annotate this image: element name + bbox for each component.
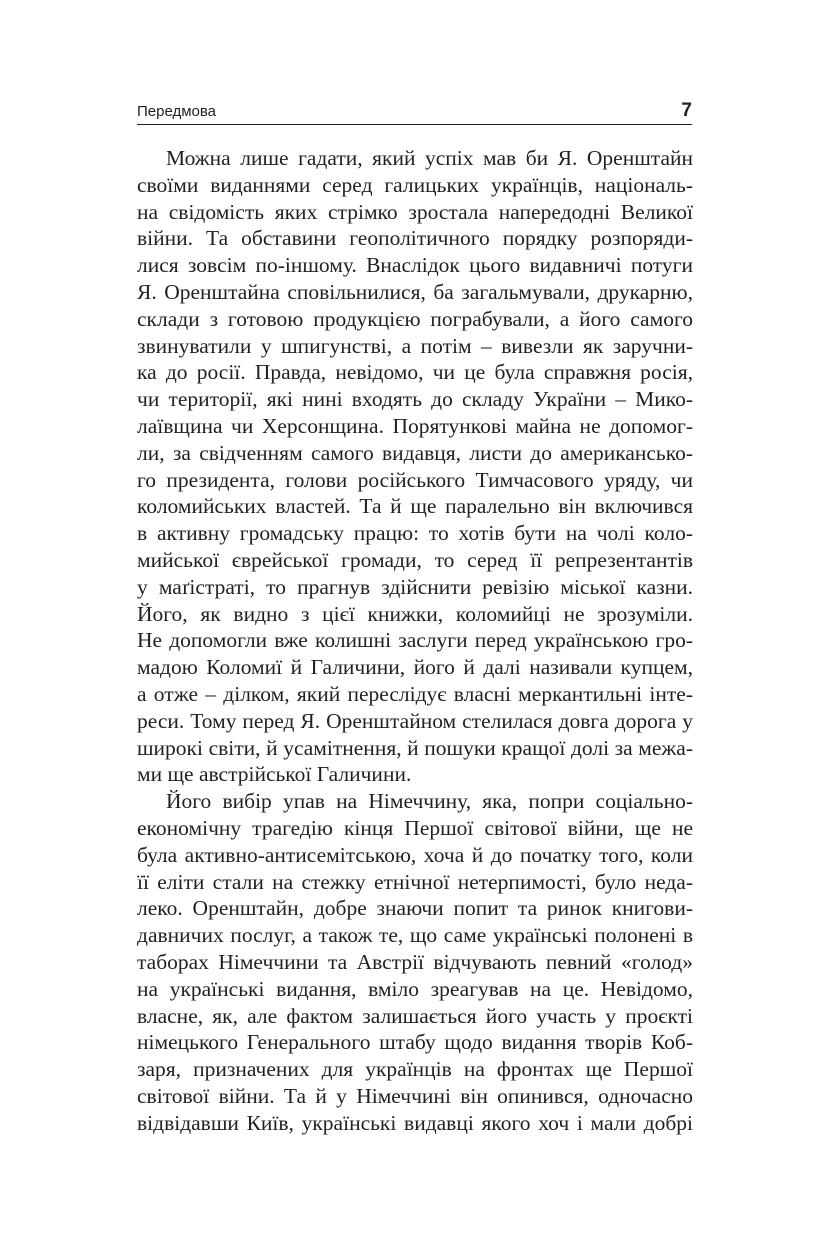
- text-line: заря, призначених для українців на фронтах ще Першої: [137, 1057, 693, 1082]
- text-line: в активну громадську працю: то хотів бути на чолі коло-: [137, 521, 693, 546]
- page-number: 7: [681, 100, 692, 121]
- text-line: чи території, які нині входять до складу України – Мико-: [137, 387, 693, 412]
- text-line: таборах Німеччини та Австрії відчувають певний «голод»: [137, 949, 693, 974]
- text-line: відвідавши Київ, українські видавці якого хоч і мали добрі: [137, 1110, 693, 1135]
- text-line: Не допомогли вже колишні заслуги перед українською гро-: [137, 628, 693, 653]
- text-line: давничих послуг, а також те, що саме українські полонені в: [137, 923, 693, 948]
- text-line: власне, як, але фактом залишається його участь у проєкті: [137, 1003, 693, 1028]
- text-line: коломийських властей. Та й ще паралельно він включився: [137, 494, 693, 519]
- text-line: а отже – ділком, який переслідує власні меркантильні інте-: [137, 681, 693, 706]
- text-line: її еліти стали на стежку етнічної нетерпимості, було неда-: [137, 869, 693, 894]
- text-line: Я. Оренштайна сповільнилися, ба загальмували, друкарню,: [137, 279, 693, 304]
- text-line: мийської єврейської громади, то серед її репрезентантів: [137, 547, 693, 572]
- text-line: склади з готовою продукцією пограбували, а його самого: [137, 306, 693, 331]
- text-line: була активно-антисемітською, хоча й до початку того, коли: [137, 842, 693, 867]
- text-line: на українські видання, вміло зреагував на це. Невідомо,: [137, 976, 693, 1001]
- text-line: ми ще австрійської Галичини.: [137, 762, 412, 787]
- section-title: Передмова: [137, 103, 217, 120]
- running-header: [137, 100, 692, 125]
- text-line: війни. Та обставини геополітичного порядку розпоряди-: [137, 226, 693, 251]
- text-line: Можна лише гадати, який успіх мав би Я. Оренштайн: [166, 146, 693, 170]
- text-line: реси. Тому перед Я. Оренштайном стелилася довга дорога у: [137, 708, 693, 733]
- text-line: лаївщина чи Херсонщина. Порятункові майна не допомог-: [137, 413, 693, 438]
- text-line: Його вибір упав на Німеччину, яка, попри соціально-: [166, 789, 693, 814]
- text-line: леко. Оренштайн, добре знаючи попит та ринок книгови-: [137, 896, 693, 921]
- text-line: широкі світи, й усамітнення, й пошуки кращої долі за межа-: [137, 735, 693, 760]
- text-line: мадою Коломиї й Галичини, його й далі називали купцем,: [137, 655, 693, 680]
- body-text: [137, 145, 693, 1136]
- text-line: ка до росії. Правда, невідомо, чи це була справжня росія,: [137, 360, 693, 385]
- text-line: го президента, голови російського Тимчасового уряду, чи: [137, 467, 693, 492]
- text-line: на свідомість яких стрімко зростала напередодні Великої: [137, 199, 693, 224]
- text-line: у маґістраті, то прагнув здійснити ревізію міської казни.: [137, 574, 693, 599]
- text-line: економічну трагедію кінця Першої світової війни, ще не: [137, 815, 693, 840]
- text-line: світової війни. Та й у Німеччині він опинився, одночасно: [137, 1083, 693, 1108]
- text-line: звинуватили у шпигунстві, а потім – вивезли як заручни-: [137, 333, 693, 358]
- text-line: німецького Генерального штабу щодо видання творів Коб-: [137, 1030, 693, 1055]
- text-line: лися зовсім по-іншому. Внаслідок цього видавничі потуги: [137, 253, 693, 278]
- text-line: ли, за свідченням самого видавця, листи до американсько-: [137, 440, 693, 465]
- text-line: своїми виданнями серед галицьких українців, національ-: [137, 172, 693, 197]
- text-line: Його, як видно з цієї книжки, коломийці не зрозуміли.: [137, 601, 693, 626]
